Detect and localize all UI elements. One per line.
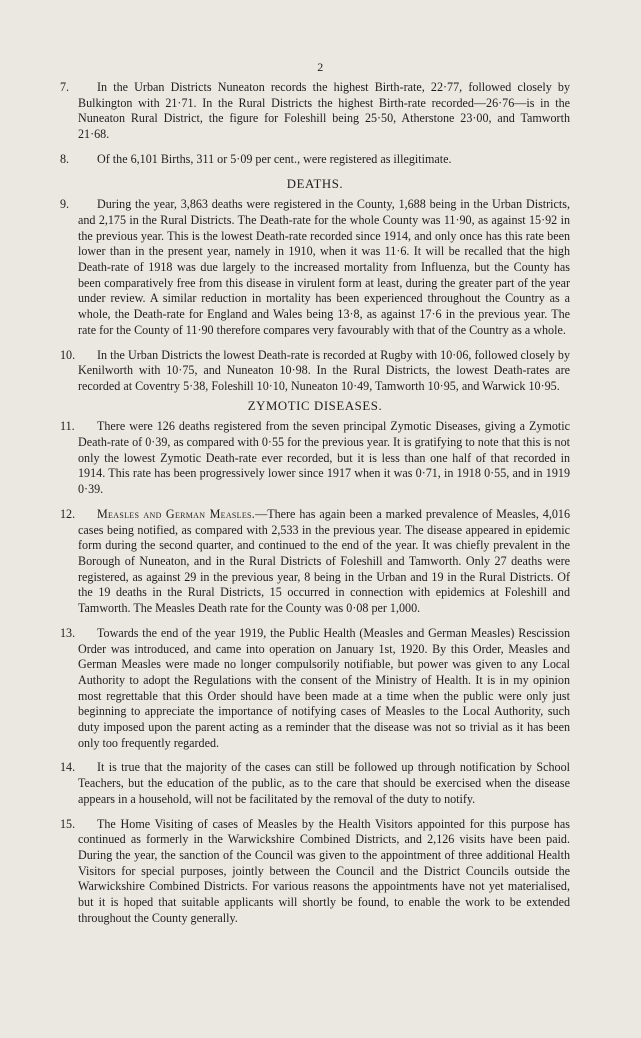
paragraph-number: 12.: [60, 506, 76, 521]
section-heading-deaths: DEATHS.: [286, 176, 344, 191]
document-body: [60, 80, 570, 935]
paragraph-text: Of the 6,101 Births, 311 or 5·09 per cent., were registered as illegitimate.: [97, 151, 452, 166]
paragraph-13: [60, 626, 570, 752]
paragraph-14: [60, 760, 570, 807]
paragraph-text: Towards the end of the year 1919, the Public Health (Measles and German Measles) Rescission Order was introduced, and came into operation on January 1st, 1920. By this Order, Measles and German Measles were made no longer compulsorily notifiable, but power was given to any Local Authority to adopt the Regulations with the consent of the Ministry of Health. It is in my opinion most regrettable that this Order should have been made at a time when the public were only just beginning to appreciate the importance of notifying cases of Measles to the Local Authority, such duty imposed upon the parent acting as a reminder that the disease was not so trivial as it has been only too frequently regarded.: [78, 625, 570, 750]
paragraph-15: [60, 817, 570, 927]
page-number: 2: [317, 60, 324, 74]
paragraph-7: [60, 80, 570, 143]
paragraph-11: [60, 419, 570, 498]
paragraph-text: During the year, 3,863 deaths were registered in the County, 1,688 being in the Urban Districts, and 2,175 in the Rural Districts. The Death-rate for the whole County was 11·90, as against 15·92 in the previous year. This is the lowest Death-rate recorded since 1914, and only once has this rate been lower than in the present year, namely in 1910, when it was 11·6. It will be recalled that the high Death-rate of 1918 was due largely to the increased mortality from Influenza, but the County has been comparatively free from this disease in virulent form at least, during the greater part of the year under review. A similar reduction in mortality has been experienced throughout the Country as a whole, the Death-rate for England and Wales being 13·8, as against 17·6 in the previous year. The rate for the County of 11·90 therefore compares very favourably with that of the Country as a whole.: [78, 197, 570, 337]
section-heading-zymotic: ZYMOTIC DISEASES.: [247, 398, 383, 413]
paragraph-8: [60, 152, 570, 168]
paragraph-text: In the Urban Districts Nuneaton records the highest Birth-rate, 22·77, followed closely by Bulkington with 21·71. In the Rural Districts the highest Birth-rate recorded—26·76—is in the Nuneaton Rural District, the figure for Foleshill being 25·50, Atherstone 23·00, and Tamworth 21·68.: [78, 80, 570, 142]
paragraph-number: 14.: [60, 760, 76, 775]
paragraph-number: 9.: [60, 197, 70, 212]
paragraph-number: 15.: [60, 816, 76, 831]
paragraph-text: It is true that the majority of the cases can still be followed up through notification by School Teachers, but the education of the public, as to the care that should be exercised when the disease appears in a household, will not be facilitated by the removal of the duty to notify.: [78, 760, 570, 806]
paragraph-number: 10.: [60, 347, 76, 362]
paragraph-text: In the Urban Districts the lowest Death-rate is recorded at Rugby with 10·06, followed closely by Kenilworth with 10·75, and Nuneaton 10·98. In the Rural Districts, the lowest Death-rates are recorded at Coventry 5·38, Foleshill 10·10, Nuneaton 10·49, Tamworth 10·95, and Warwick 10·95.: [78, 347, 570, 393]
paragraph-number: 13.: [60, 625, 76, 640]
paragraph-number: 8.: [60, 151, 70, 166]
paragraph-9: [60, 197, 570, 338]
paragraph-number: 11.: [60, 419, 75, 434]
paragraph-12: [60, 507, 570, 617]
paragraph-lead: Measles and German Measles.: [97, 506, 256, 521]
paragraph-number: 7.: [60, 80, 70, 94]
paragraph-text: The Home Visiting of cases of Measles by the Health Visitors appointed for this purpose has continued as formerly in the Warwickshire Combined Districts, and 2,126 visits have been paid. During the year, the sanction of the Council was given to the appointment of three additional Health Visitors for special purposes, jointly between the Council and the District Councils outside the Warwickshire Combined Districts. For various reasons the appointments have not yet materialised, but it is hoped that suitable applicants will shortly be found, to enable the work to be extended throughout the County generally.: [78, 816, 570, 925]
paragraph-10: [60, 348, 570, 395]
paragraph-text: There were 126 deaths registered from the seven principal Zymotic Diseases, giving a Zymotic Death-rate of 0·39, as compared with 0·55 for the previous year. It is gratifying to note that this is not only the lowest Zymotic Death-rate ever recorded, but it is less than one half of that recorded in 1914. This rate has been progressively lower since 1917 when it was 0·71, in 1918 0·55, and in 1919 0·39.: [78, 419, 570, 497]
paragraph-text: —There has again been a marked prevalence of Measles, 4,016 cases being notified, as compared with 2,533 in the previous year. The disease appeared in epidemic form during the second quarter, and continued to the end of the year. It was chiefly prevalent in the Borough of Nuneaton, and in the Rural Districts of Foleshill and Tamworth. Only 27 deaths were registered, as against 29 in the previous year, 8 being in the Urban and 19 in the Rural Districts. Of the 19 deaths in the Rural Districts, 15 occurred in connection with epidemics at Foleshill and Tamworth. The Measles Death rate for the County was 0·08 per 1,000.: [78, 506, 570, 616]
